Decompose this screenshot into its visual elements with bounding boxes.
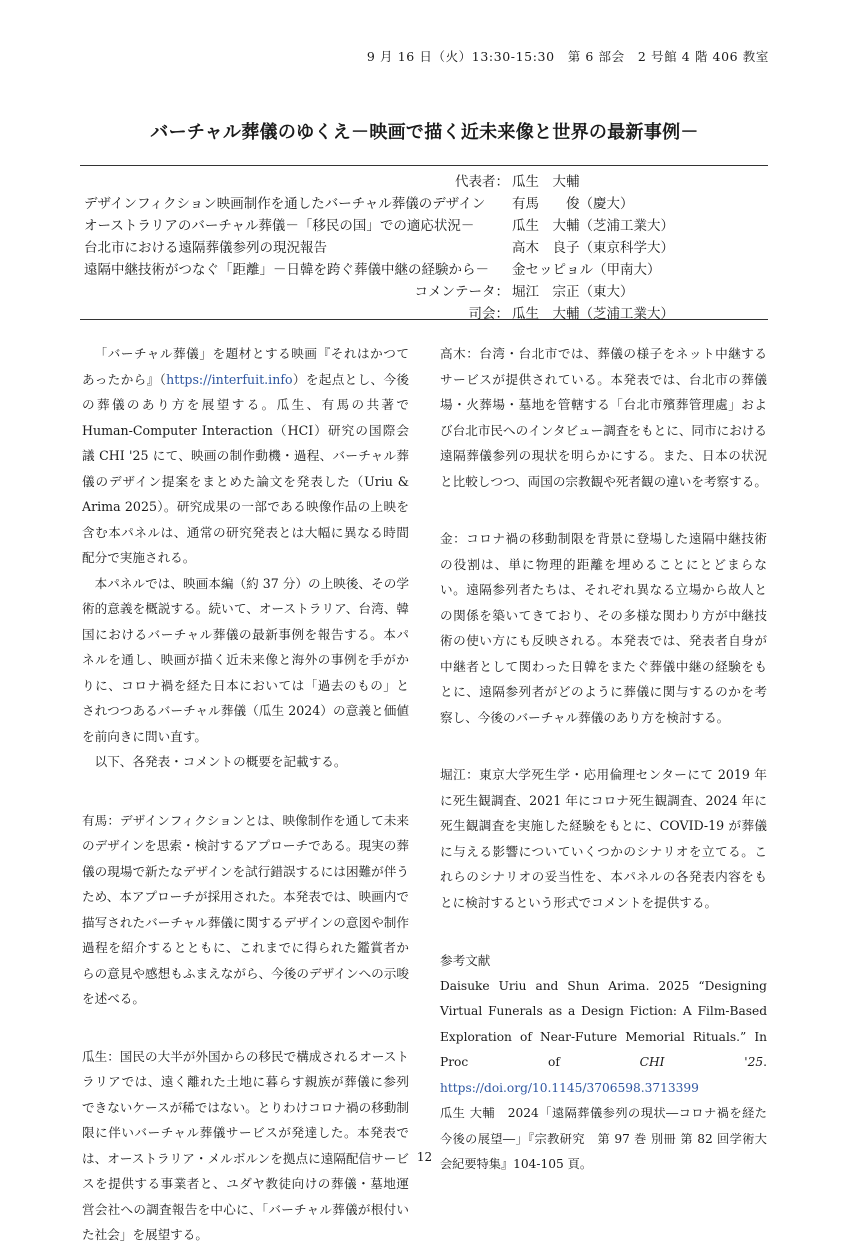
commentator-name: 堀江 宗正（東大） <box>512 284 634 300</box>
top-rule <box>80 165 768 166</box>
commentator-row <box>84 280 774 302</box>
talk-row <box>84 236 774 258</box>
talk-speaker: 瓜生 大輔（芝浦工業大） <box>512 218 674 234</box>
left-column <box>82 341 409 1248</box>
talk-speaker: 高木 良子（東京科学大） <box>512 240 674 256</box>
arima-abstract: 有馬：デザインフィクションとは、映像制作を通して未来のデザインを思索・検討するアプローチである。現実の葬儀の現場で新たなデザインを試行錯誤するには困難が伴うため、本アプローチが採用された。本発表では、映画内で描写されたバーチャル葬儀に関するデザインの意図や制作過程を紹介するとともに、これまでに得られた鑑賞者からの意見や感想もふまえながら、今後のデザインへの示唆を述べる。 <box>82 812 409 1006</box>
reference-venue: CHI '25 <box>639 1055 764 1069</box>
talk-title: 台北市における遠隔葬儀参列の現況報告 <box>84 240 327 256</box>
commentator-label: コメンテータ： <box>414 284 509 300</box>
spacer <box>82 1012 409 1044</box>
talk-row <box>84 258 774 280</box>
spacer <box>440 730 767 762</box>
intro-text: 「バーチャル葬儀」を題材とする映画『それはかつてあったから』（ <box>82 346 409 387</box>
film-website-link[interactable]: https://interfuit.info <box>166 371 293 387</box>
session-info: 9 月 16 日（火）13:30-15:30 第 6 部会 2 号館 4 階 406 教室 <box>366 49 769 64</box>
uriu-abstract: 瓜生：国民の大半が外国からの移民で構成されるオーストラリアでは、遠く離れた土地に暮らす親族が葬儀に参列できないケースが稀ではない。とりわけコロナ禍の移動制限に伴いバーチャル葬儀サービスが発達した。本発表では、オーストラリア・メルボルンを拠点に遠隔配信サービスを提供する事業者と、ユダヤ教徒向けの葬儀・墓地運営会社への調査報告を中心に、「バーチャル葬儀が根付いた社会」を展望する。 <box>82 1048 409 1242</box>
right-column <box>440 341 767 1178</box>
representative-row <box>84 170 774 192</box>
reference-item <box>440 974 767 1102</box>
chair-row <box>84 302 774 324</box>
reference-item: 瓜生 大輔 2024「遠隔葬儀参列の現状―コロナ禍を経た今後の展望―」『宗教研究 第 97 巻 別冊 第 82 回学術大会紀要特集』104-105 頁。 <box>440 1106 767 1171</box>
intro-text: ）を起点とし、今後の葬儀のあり方を展望する。瓜生、有馬の共著で Human-Computer Interaction（HCI）研究の国際会議 CHI '25 にて、映画の制作動機・過程、バーチャル葬儀のデザイン提案をまとめた論文を発表した（Uriu & Arima 2025）。研究成果の一部である映像作品の上映を含む本パネルは、通常の研究発表とは大幅に異なる時間配分で実施される。 <box>82 371 410 565</box>
spacer <box>440 915 767 948</box>
representative-label: 代表者： <box>455 174 509 190</box>
page-number: 12 <box>416 1150 433 1164</box>
talk-title: 遠隔中継技術がつなぐ「距離」－日韓を跨ぐ葬儀中継の経験から－ <box>84 262 489 278</box>
references-heading: 参考文献 <box>440 953 491 968</box>
reference-text: . <box>763 1055 767 1069</box>
spacer <box>440 494 767 526</box>
talk-row <box>84 192 774 214</box>
chair-label: 司会： <box>468 306 509 322</box>
intro-paragraph: 本パネルでは、映画本編（約 37 分）の上映後、その学術的意義を概説する。続いて、オーストラリア、台湾、韓国におけるバーチャル葬儀の最新事例を報告する。本パネルを通し、映画が描く近未来像と海外の事例を手がかりに、コロナ禍を経た日本においては「過去のもの」とされつつあるバーチャル葬儀（瓜生 2024）の意義と価値を前向きに問い直す。 <box>82 575 409 744</box>
spacer <box>82 775 409 808</box>
intro-paragraph <box>82 341 409 571</box>
page-title: バーチャル葬儀のゆくえ－映画で描く近未来像と世界の最新事例－ <box>150 122 699 143</box>
reference-text: Daisuke Uriu and Shun Arima. 2025 “Designing Virtual Funerals as a Design Fiction: A Film-Based Exploration of Near-Future Memorial Rituals.” In Proc of <box>440 978 767 1069</box>
talk-title: オーストラリアのバーチャル葬儀－「移民の国」での適応状況－ <box>84 218 475 234</box>
intro-paragraph: 以下、各発表・コメントの概要を記載する。 <box>94 754 347 769</box>
panel-speakers <box>84 170 774 320</box>
talk-row <box>84 214 774 236</box>
representative-name: 瓜生 大輔 <box>512 174 580 190</box>
bottom-rule <box>80 319 768 320</box>
talk-speaker: 金セッピョル（甲南大） <box>512 262 661 278</box>
talk-title: デザインフィクション映画制作を通したバーチャル葬儀のデザイン <box>84 196 486 212</box>
chair-name: 瓜生 大輔（芝浦工業大） <box>512 306 674 322</box>
horie-comment: 堀江：東京大学死生学・応用倫理センターにて 2019 年に死生観調査、2021 年にコロナ死生観調査、2024 年に死生観調査を実施した経験をもとに、COVID-19 が葬儀に与える影響についていくつかのシナリオを立てる。これらのシナリオの妥当性を、本パネルの各発表内容をもとに検討するという形式でコメントを提供する。 <box>440 767 767 910</box>
talk-speaker: 有馬 俊（慶大） <box>512 196 634 212</box>
doi-link[interactable]: https://doi.org/10.1145/3706598.3713399 <box>440 1080 699 1095</box>
kim-abstract: 金：コロナ禍の移動制限を背景に登場した遠隔中継技術の役割は、単に物理的距離を埋めることにとどまらない。遠隔参列者たちは、それぞれ異なる立場から故人との関係を築いてきており、その多様な関わり方が中継技術の使い方にも反映される。本発表では、発表者自身が中継者として関わった日韓をまたぐ葬儀中継の経験をもとに、遠隔参列者がどのように葬儀に関与するのかを考察し、今後のバーチャル葬儀のあり方を検討する。 <box>440 531 767 725</box>
takagi-abstract: 高木：台湾・台北市では、葬儀の様子をネット中継するサービスが提供されている。本発表では、台北市の葬儀場・火葬場・墓地を管轄する「台北市殯葬管理處」および台北市民へのインタビュー調査をもとに、同市における遠隔葬儀参列の現状を明らかにする。また、日本の状況と比較しつつ、両国の宗教観や死者観の違いを考察する。 <box>440 346 767 489</box>
